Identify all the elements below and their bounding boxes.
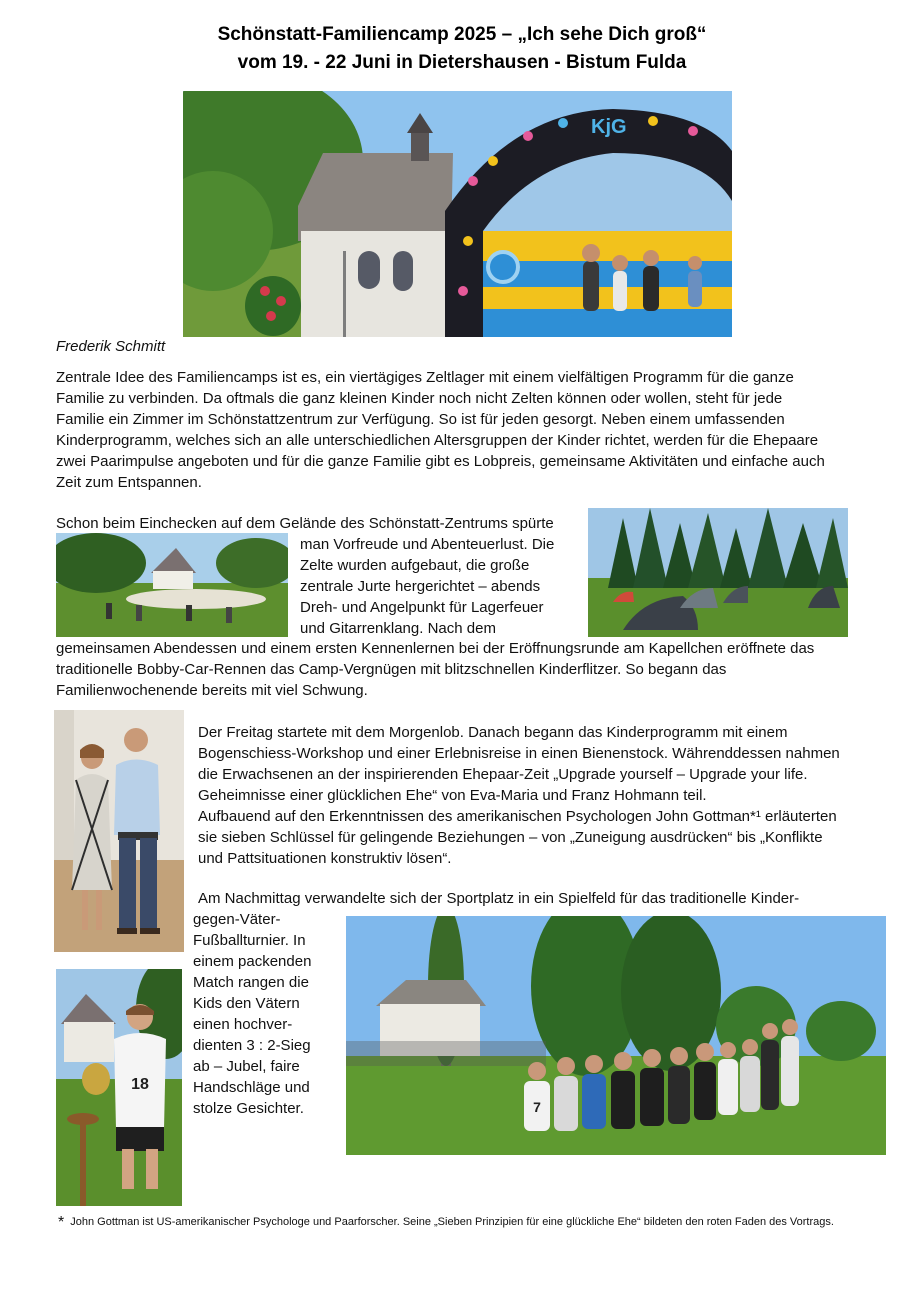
tents-photo — [588, 508, 848, 637]
text-line: gegen-Väter- — [193, 911, 281, 928]
text-line: Zentrale Idee des Familiencamps ist es, ein viertägiges Zeltlager mit einem vielfältigen Programm für die ganze — [56, 369, 794, 386]
text-line: traditionelle Bobby-Car-Rennen das Camp-Vergnügen mit blitzschnellen Kinderflitzer. So begann das — [56, 661, 727, 678]
jersey-number: 18 — [131, 1076, 149, 1093]
text-line: Familie ein Zimmer im Schönstattzentrum zur Verfügung. So ist für jeden gesorgt. Neben einem umfassenden — [56, 411, 785, 428]
shirt-number: 7 — [533, 1099, 541, 1115]
footnote — [58, 1214, 908, 1232]
text-line: Zelte wurden aufgebaut, die große — [300, 557, 530, 574]
hero-photo — [183, 91, 732, 337]
text-line: Kinderprogramm, welches sich an alle unterschiedlichen Altersgruppen der Kinder richtet, werden für die Ehepaare — [56, 432, 819, 449]
footnote-text: John Gottman ist US-amerikanischer Psychologe und Paarforscher. Seine „Sieben Prinzipien für eine glückliche Ehe“ bildeten den roten Faden des Vortrags. — [70, 1216, 834, 1228]
afternoon-first-line: Am Nachmittag verwandelte sich der Sportplatz in ein Spielfeld für das traditionelle Kinder- — [198, 890, 800, 907]
text-line: einem packenden — [193, 953, 312, 970]
afternoon-column — [193, 909, 338, 1119]
text-line: zwei Paarimpulse angeboten und für die ganze Familie gibt es Lobpreis, gemeinsame Aktivitäten und einfache auch — [56, 453, 825, 470]
checkin-middle — [300, 534, 554, 639]
text-line: die Erwachsenen an der inspirierenden Ehepaar-Zeit „Upgrade yourself – Upgrade your life. — [198, 766, 808, 783]
text-line: Dreh- und Angelpunkt für Lagerfeuer — [300, 599, 544, 616]
text-line: Zeit zum Entspannen. — [56, 474, 202, 491]
friday-paragraph — [198, 722, 888, 869]
text-line: Fußballturnier. In — [193, 932, 306, 949]
page-subtitle: vom 19. - 22 Juni in Dietershausen - Bistum Fulda — [237, 52, 687, 73]
couple-photo — [54, 710, 184, 952]
text-line: Familie zu verbinden. Da oftmals die ganz kleinen Kinder noch nicht Zelten können oder wollen, steht für jede — [56, 390, 783, 407]
text-line: Kids den Vätern — [193, 995, 300, 1012]
checkin-rest — [56, 638, 876, 701]
text-line: dienten 3 : 2-Sieg — [193, 1037, 311, 1054]
text-line: und Pattsituationen konstruktiv lösen“. — [198, 850, 452, 867]
text-line: Bogenschiess-Workshop und einer Erlebnisreise in einen Bienenstock. Währenddessen nahmen — [198, 745, 840, 762]
text-line: gemeinsamen Abendessen und einem ersten Kennenlernen bei der Eröffnungsrunde am Kapellchen eröffnete das — [56, 640, 815, 657]
text-line: Der Freitag startete mit dem Morgenlob. Danach begann das Kinderprogramm mit einem — [198, 724, 788, 741]
text-line: sie sieben Schlüssel für gelingende Beziehungen – von „Zuneigung ausdrücken“ bis „Konflikte — [198, 829, 823, 846]
text-line: Geheimnisse einer glücklichen Ehe“ von Eva-Maria und Franz Hohmann teil. — [198, 787, 707, 804]
football-team-photo — [346, 916, 886, 1155]
author: Frederik Schmitt — [56, 338, 166, 355]
intro-paragraph — [56, 367, 876, 493]
text-line: und Gitarrenklang. Nach dem — [300, 620, 496, 637]
kjg-logo: KjG — [591, 116, 627, 138]
text-line: Handschläge und — [193, 1079, 310, 1096]
checkin-first-line: Schon beim Einchecken auf dem Gelände des Schönstatt-Zentrums spürte — [56, 515, 554, 532]
page-title: Schönstatt-Familiencamp 2025 – „Ich sehe Dich groß“ — [217, 24, 707, 45]
text-line: ab – Jubel, faire — [193, 1058, 300, 1075]
campground-photo — [56, 533, 288, 637]
text-line: stolze Gesichter. — [193, 1100, 304, 1117]
text-line: Match rangen die — [193, 974, 309, 991]
text-line: man Vorfreude und Abenteuerlust. Die — [300, 536, 555, 553]
text-line: zentrale Jurte hergerichtet – abends — [300, 578, 541, 595]
text-line: Aufbauend auf den Erkenntnissen des amerikanischen Psychologen John Gottman*¹ erläuterten — [198, 808, 837, 825]
text-line: einen hochver- — [193, 1016, 293, 1033]
boy-trophy-photo — [56, 969, 182, 1206]
text-line: Familienwochenende bereits mit viel Schwung. — [56, 682, 368, 699]
footnote-star: * — [58, 1214, 65, 1231]
